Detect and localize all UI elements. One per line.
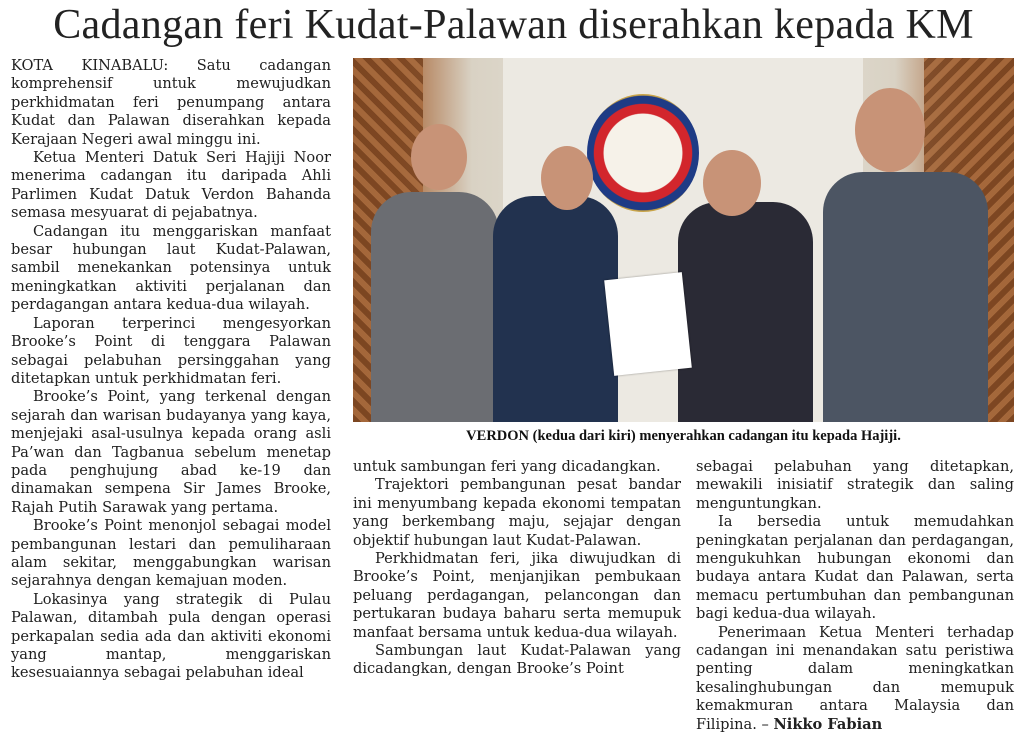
paragraph: Perkhidmatan feri, jika diwujudkan di Brooke’s Point, menjanjikan pembukaan peluang perdagangan, pelancongan dan pertukaran budaya baharu serta memupuk manfaat bersama untuk kedua-dua wilayah.	[353, 550, 681, 641]
paragraph	[696, 624, 1014, 734]
article-photo	[353, 58, 1014, 422]
person-3	[678, 202, 813, 422]
article-headline: Cadangan feri Kudat-Palawan diserahkan kepada KM	[53, 2, 974, 48]
paragraph: Sambungan laut Kudat-Palawan yang dicadangkan, dengan Brooke’s Point	[353, 642, 681, 678]
paragraph: Cadangan itu menggariskan manfaat besar hubungan laut Kudat-Palawan, sambil menekankan potensinya untuk meningkatkan aktiviti perjalanan dan perdagangan antara kedua-dua wilayah.	[11, 222, 331, 314]
paragraph-text: Penerimaan Ketua Menteri terhadap cadangan ini menandakan satu peristiwa penting dalam meningkatkan kesalinghubungan dan memupuk kemakmuran antara Malaysia dan Filipina. –	[696, 623, 1014, 733]
paragraph: KOTA KINABALU: Satu cadangan komprehensif untuk mewujudkan perkhidmatan feri penumpang antara Kudat dan Palawan diserahkan kepada Kerajaan Negeri awal minggu ini.	[11, 57, 331, 148]
paragraph: Brooke’s Point, yang terkenal dengan sejarah dan warisan budayanya yang kaya, menjejaki asal-usulnya kepada orang asli Pa’wan dan Tagbanua sebelum menetap pada penghujung abad ke-19 dan dinamakan sempena Sir James Brooke, Rajah Putih Sarawak yang pertama.	[11, 388, 331, 516]
state-seal-emblem	[587, 94, 699, 212]
article-column-3	[696, 458, 1014, 734]
person-2	[493, 196, 618, 422]
paragraph: Lokasinya yang strategik di Pulau Palawan, ditambah pula dengan operasi perkapalan sedia ada dan aktiviti ekonomi yang mantap, menggariskan kesesuaiannya sebagai pelabuhan ideal	[11, 590, 331, 682]
byline: Nikko Fabian	[773, 715, 883, 733]
paragraph: untuk sambungan feri yang dicadangkan.	[353, 458, 661, 475]
person-1	[371, 192, 499, 422]
article-column-2	[353, 458, 681, 679]
paragraph: Laporan terperinci mengesyorkan Brooke’s Point di tenggara Palawan sebagai pelabuhan persinggahan yang ditetapkan untuk perkhidmatan feri.	[11, 314, 331, 387]
article-column-1	[11, 57, 331, 683]
paragraph: sebagai pelabuhan yang ditetapkan, mewakili inisiatif strategik dan saling menguntungkan.	[696, 458, 1014, 512]
paragraph: Ketua Menteri Datuk Seri Hajiji Noor menerima cadangan itu daripada Ahli Parlimen Kudat Datuk Verdon Bahanda semasa mesyuarat di pejabatnya.	[11, 149, 331, 222]
person-1-head	[411, 124, 467, 190]
paragraph: Ia bersedia untuk memudahkan peningkatan perjalanan dan perdagangan, mengukuhkan hubungan ekonomi dan budaya antara Kudat dan Palawan, serta memacu pertumbuhan dan pembangunan bagi kedua-dua wilayah.	[696, 513, 1014, 623]
proposal-document	[604, 272, 692, 376]
photo-caption: VERDON (kedua dari kiri) menyerahkan cadangan itu kepada Hajiji.	[466, 428, 901, 444]
person-3-head	[703, 150, 761, 216]
person-4-head	[855, 88, 925, 172]
person-2-head	[541, 146, 593, 210]
paragraph: Trajektori pembangunan pesat bandar ini menyumbang kepada ekonomi tempatan yang berkembang maju, sejajar dengan objektif hubungan laut Kudat-Palawan.	[353, 476, 681, 549]
person-4	[823, 172, 988, 422]
paragraph: Brooke’s Point menonjol sebagai model pembangunan lestari dan pemuliharaan alam sekitar, menggabungkan warisan sejarahnya dengan kemajuan moden.	[11, 517, 331, 590]
